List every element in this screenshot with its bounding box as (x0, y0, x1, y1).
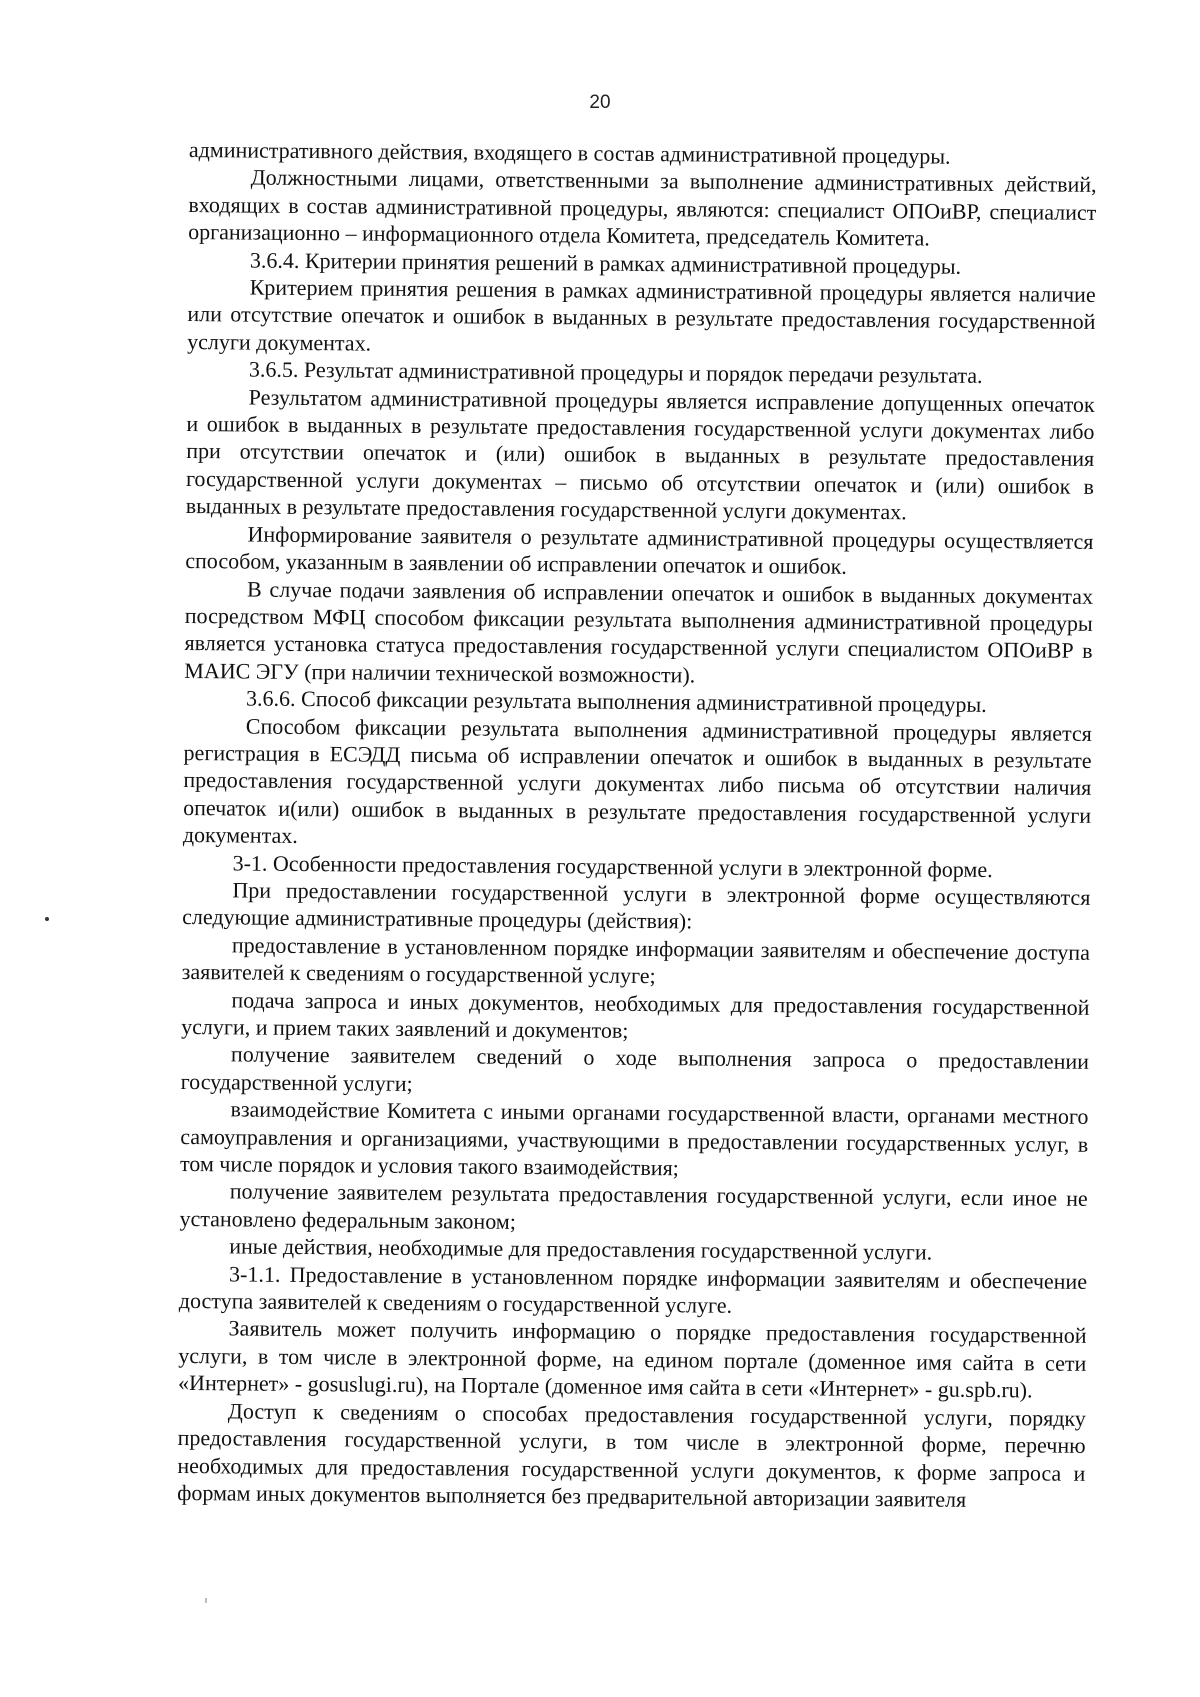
section-heading: 3.6.5. Результат административной процедуры и порядок передачи результата. (248, 356, 983, 389)
paragraph: Критерием принятия решения в рамках административной процедуры является наличие или отсутствие опечаток и ошибок в выданных в результате предоставления государственной услуги документах. (187, 274, 1096, 356)
paragraph: В случае подачи заявления об исправлении опечаток и ошибок в выданных документах посредством МФЦ способом фиксации результата выполнения административной процедуры является установка статуса предоставления государственной услуги специалистом ОПОиВР в МАИС ЭГУ (при наличии технической возможности). (184, 576, 1094, 688)
paragraph: Доступ к сведениям о способах предоставления государственной услуги, порядку предоставления государственной услуги, в том числе в электронной форме, перечню необходимых для предоставления государственной услуги документов, к форме запроса и формам иных документов выполняется без предварительной авторизации заявителя (177, 1398, 1086, 1512)
list-item: получение заявителем сведений о ходе выполнения запроса о предоставлении государственной услуги; (180, 1041, 1090, 1096)
list-item: подача запроса и иных документов, необходимых для предоставления государственной услуги, и прием таких заявлений и документов; (181, 986, 1090, 1043)
paragraph: Должностными лицами, ответственными за выполнение административных действий, входящих в состав административной процедуры, являются: специалист ОПОиВР, специалист организационно – информационного отдела Комитета, председатель Комитета. (188, 164, 1097, 251)
scan-speck (45, 917, 49, 921)
list-item: взаимодействие Комитета с иными органами государственной власти, органами местного самоуправления и организациями, участвующими в предоставлении государственных услуг, в том числе порядок и условия такого взаимодействия; (179, 1096, 1089, 1181)
section-heading: 3.6.6. Способ фиксации результата выполнения административной процедуры. (245, 685, 987, 718)
document-body (177, 136, 1097, 1514)
scan-speck (205, 1598, 207, 1603)
section-heading: 3-1.1. Предоставление в установленном порядке информации заявителям и обеспечение доступа заявителей к сведениям о государственной услуге. (178, 1261, 1088, 1318)
list-item: иные действия, необходимые для предоставления государственной услуги. (229, 1233, 933, 1265)
section-heading: 3-1. Особенности предоставления государственной услуги в электронной форме. (232, 849, 993, 882)
list-item: предоставление в установленном порядке информации заявителям и обеспечение доступа заявителей к сведениям о государственной услуге; (181, 932, 1091, 989)
paragraph: Информирование заявителя о результате административной процедуры осуществляется способом, указанным в заявлении об исправлении опечаток и ошибок. (185, 521, 1094, 579)
paragraph: Результатом административной процедуры является исправление допущенных опечаток и ошибок в выданных в результате предоставления государственной услуги документах либо при отсутствии опечаток и (или) ошибок в выданных в результате предоставления государственной услуги документах – письмо об отсутствии опечаток и (или) ошибок в выданных в результате предоставления государственной услуги документах. (185, 384, 1095, 525)
list-item: получение заявителем результата предоставления государственной услуги, если иное не установлено федеральным законом; (179, 1178, 1088, 1234)
paragraph: административного действия, входящего в состав административной процедуры. (188, 136, 951, 169)
page-number: 20 (589, 92, 611, 113)
paragraph: Способом фиксации результата выполнения административной процедуры является регистрация в ЕСЭДД письма об исправлении опечаток и ошибок в выданных в результате предоставления государственной услуги документах либо письма об отсутствии наличия опечаток и(или) ошибок в выданных в результате предоставления государственной услуги документах. (182, 713, 1092, 849)
paragraph: При предоставлении государственной услуги в электронной форме осуществляются следующие административные процедуры (действия): (182, 877, 1091, 934)
paragraph: Заявитель может получить информацию о порядке предоставления государственной услуги, в том числе в электронной форме, на едином портале (доменное имя сайта в сети «Интернет» - gosuslugi.ru), на Портале (доменное имя сайта в сети «Интернет» - gu.spb.ru). (178, 1315, 1087, 1403)
section-heading: 3.6.4. Критерии принятия решений в рамках административной процедуры. (249, 247, 962, 279)
